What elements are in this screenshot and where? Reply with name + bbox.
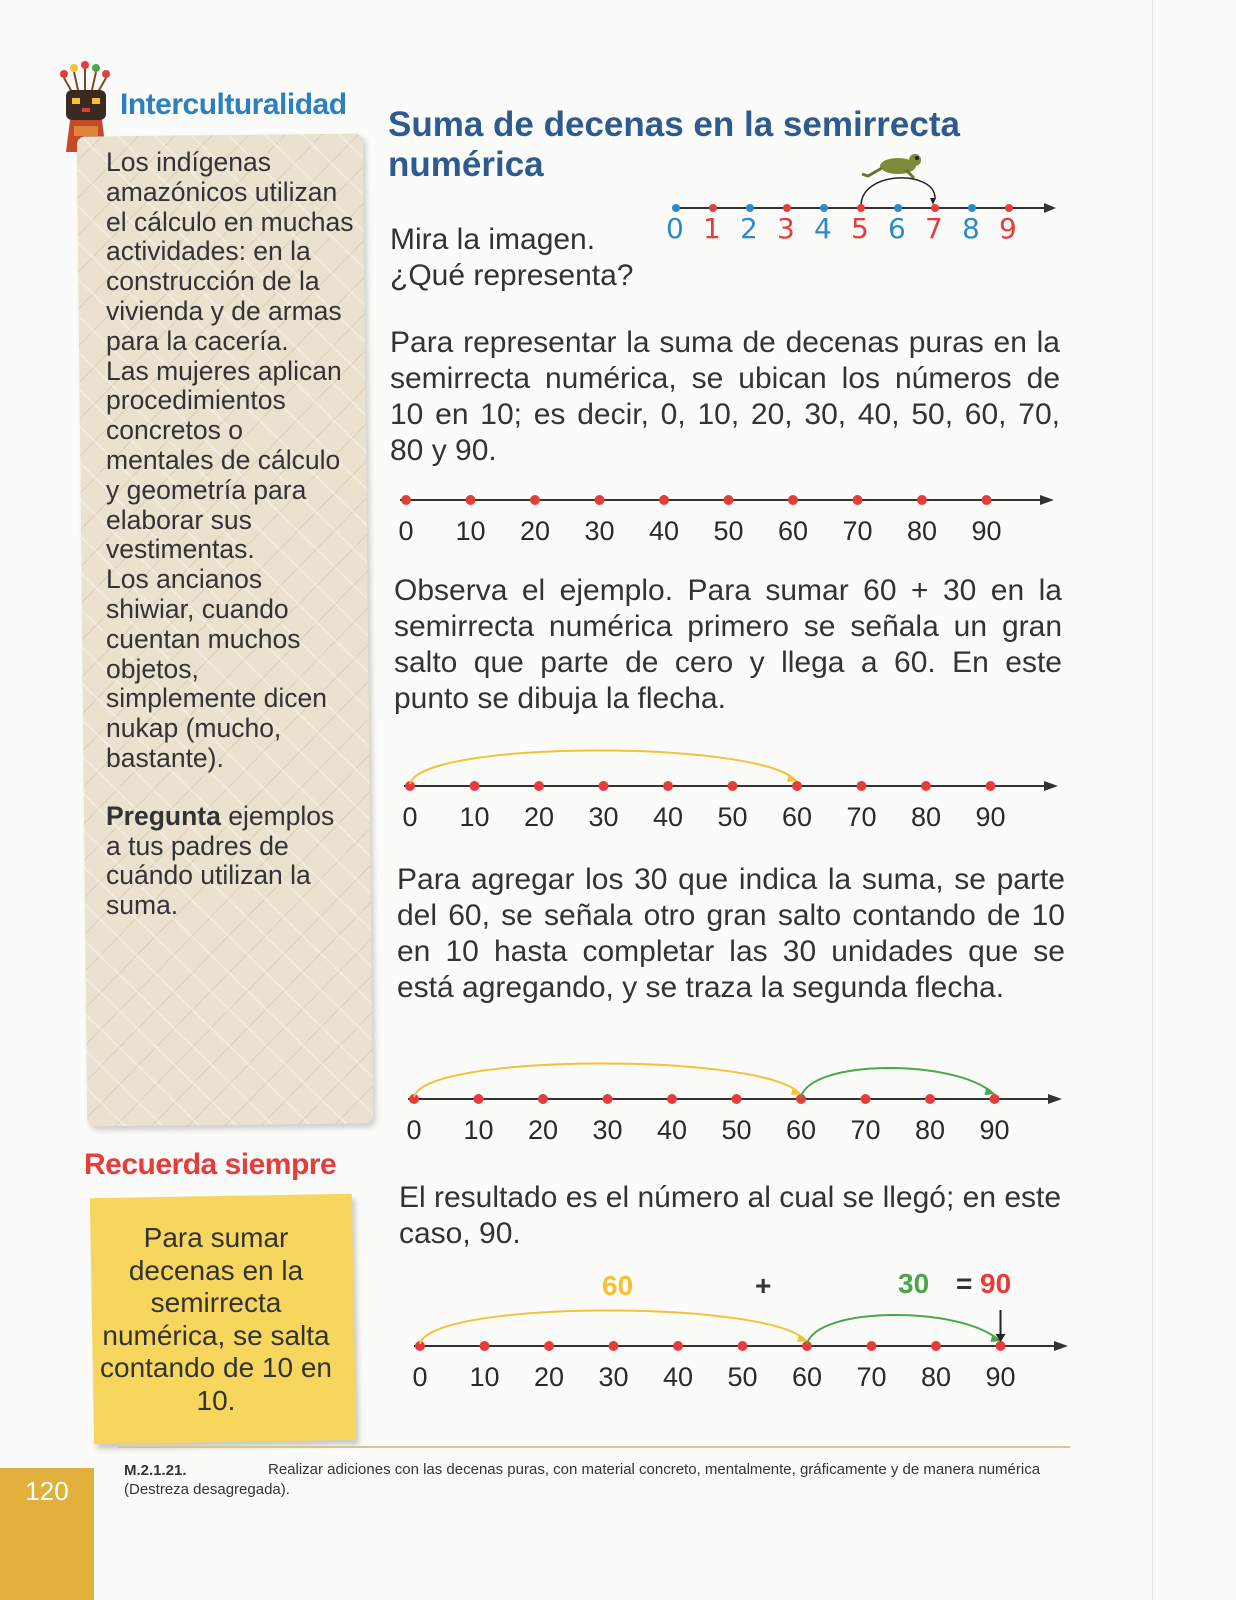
jump-arrow-0-to-60 [420, 1310, 805, 1344]
tick-label-50: 50 [713, 516, 744, 546]
footer-rule [118, 1446, 1070, 1448]
tick-dot-10 [480, 1341, 490, 1351]
tick-dot-70 [857, 781, 867, 791]
digit-dot-9 [1005, 204, 1013, 212]
tick-label-20: 20 [523, 802, 555, 832]
tick-label-80: 80 [910, 802, 942, 832]
tick-dot-30 [603, 1094, 613, 1104]
tick-label-90: 90 [971, 516, 1002, 546]
jump-arrow-0-to-60 [414, 1063, 799, 1097]
tick-label-80: 80 [920, 1362, 952, 1392]
tick-dot-70 [861, 1094, 871, 1104]
tick-dot-80 [917, 495, 927, 505]
tick-label-50: 50 [721, 1115, 752, 1145]
tick-dot-20 [544, 1341, 554, 1351]
equation-addend-60: 60 [602, 1270, 634, 1301]
intro-question: Mira la imagen. ¿Qué representa? [390, 223, 634, 292]
digit-dot-7 [931, 204, 939, 212]
question-label: Pregunta [106, 800, 221, 831]
equation-result-90: 90 [980, 1268, 1012, 1299]
digit-label-1: 1 [703, 212, 721, 245]
digit-dot-6 [894, 204, 902, 212]
tick-dot-40 [673, 1341, 683, 1351]
tick-label-0: 0 [406, 1115, 422, 1145]
tens-number-line-4 [414, 1300, 1074, 1400]
reminder-text: Para sumar decenas en la semirrecta numérica, se salta contando de 10 en 10. [100, 1222, 332, 1416]
tick-label-30: 30 [588, 802, 619, 832]
digit-label-0: 0 [666, 212, 684, 245]
skill-code: M.2.1.21. [124, 1462, 187, 1479]
skill-description: Realizar adiciones con las decenas puras, con material concreto, mentalmente, gráficamente y de manera numérica (Destreza desagregada). [124, 1461, 1041, 1498]
tick-dot-40 [659, 495, 669, 505]
question-text: ejemplos a tus padres de cuándo utilizan la suma. [106, 800, 335, 921]
tick-dot-30 [599, 781, 609, 791]
digit-dot-0 [672, 204, 680, 212]
digit-label-3: 3 [777, 212, 795, 245]
tick-label-90: 90 [979, 1115, 1010, 1145]
tick-dot-60 [792, 781, 802, 791]
equation-plus: + [755, 1270, 772, 1301]
tick-label-20: 20 [527, 1115, 559, 1145]
digit-dot-8 [968, 204, 976, 212]
tick-label-20: 20 [519, 516, 551, 546]
tick-dot-70 [867, 1341, 877, 1351]
tick-label-70: 70 [846, 802, 877, 832]
interculturalidad-paragraph-1: Los indígenas amazónicos utilizan el cálculo en muchas actividades: en la construcción de la vivienda y de armas para la cacería. [106, 147, 354, 356]
tick-label-40: 40 [648, 516, 680, 546]
tick-label-80: 80 [906, 516, 938, 546]
digit-label-9: 9 [999, 212, 1017, 245]
tick-label-10: 10 [455, 516, 486, 546]
tick-label-90: 90 [975, 802, 1006, 832]
tens-number-line-3 [408, 1053, 1068, 1153]
tick-dot-80 [925, 1094, 935, 1104]
tick-label-30: 30 [584, 516, 615, 546]
tick-dot-50 [738, 1341, 748, 1351]
tick-label-10: 10 [459, 802, 490, 832]
tick-dot-20 [534, 781, 544, 791]
page-number: 120 [25, 1476, 69, 1506]
tick-dot-0 [401, 495, 411, 505]
tens-number-line-1 [400, 480, 1060, 550]
digit-label-4: 4 [814, 212, 832, 245]
digit-dot-3 [783, 204, 791, 212]
jump-arrow-60-to-90 [801, 1068, 993, 1097]
digit-dot-4 [820, 204, 828, 212]
digit-labels [664, 212, 1034, 252]
tick-label-10: 10 [469, 1362, 500, 1392]
digit-label-6: 6 [888, 212, 906, 245]
digit-label-7: 7 [925, 212, 943, 245]
frog-landing-arrow [930, 198, 936, 205]
tick-dot-90 [996, 1341, 1006, 1351]
digit-dot-5 [857, 204, 865, 212]
tick-label-80: 80 [914, 1115, 946, 1145]
tick-label-40: 40 [652, 802, 684, 832]
frog-icon [860, 150, 930, 180]
tick-dot-80 [931, 1341, 941, 1351]
interculturalidad-text [106, 148, 356, 921]
tick-label-30: 30 [598, 1362, 629, 1392]
digit-label-5: 5 [851, 212, 869, 245]
number-line-arrowhead [1048, 1094, 1062, 1104]
tick-label-0: 0 [398, 516, 414, 546]
tick-dot-90 [982, 495, 992, 505]
interculturalidad-paragraph-3: Los ancianos shiwiar, cuando cuentan muchos objetos, simplemente dicen nukap (mucho, bastante). [106, 564, 327, 773]
tick-label-50: 50 [727, 1362, 758, 1392]
tick-dot-90 [986, 781, 996, 791]
tick-label-70: 70 [856, 1362, 887, 1392]
tick-label-60: 60 [781, 802, 813, 832]
number-line-arrowhead [1044, 781, 1058, 791]
page-edge [1152, 0, 1153, 1600]
tick-label-0: 0 [412, 1362, 428, 1392]
jump-arrow-0-to-60 [410, 750, 795, 784]
tick-label-60: 60 [791, 1362, 823, 1392]
tick-dot-10 [466, 495, 476, 505]
jump-arrow-60-to-90 [807, 1315, 999, 1344]
tick-label-70: 70 [842, 516, 873, 546]
interculturalidad-question [106, 802, 356, 921]
tick-dot-10 [474, 1094, 484, 1104]
tick-label-20: 20 [533, 1362, 565, 1392]
interculturalidad-paragraph-2: Las mujeres aplican procedimientos concretos o mentales de cálculo y geometría para elaborar sus vestimentas. [106, 355, 342, 565]
explanation-paragraph-1: Para representar la suma de decenas puras en la semirrecta numérica, se ubican los números de 10 en 10; es decir, 0, 10, 20, 30, 40, 50, 60, 70, 80 y 90. [390, 326, 1060, 467]
digit-dot-1 [709, 204, 717, 212]
tick-dot-10 [470, 781, 480, 791]
interculturalidad-heading: Interculturalidad [120, 88, 347, 121]
equation-equals: = [956, 1268, 973, 1299]
recuerda-siempre-heading: Recuerda siempre [84, 1148, 337, 1181]
tick-label-0: 0 [402, 802, 418, 832]
digit-label-2: 2 [740, 212, 758, 245]
tick-dot-50 [728, 781, 738, 791]
tick-dot-70 [853, 495, 863, 505]
digit-axis-arrowhead [1044, 203, 1056, 213]
tick-dot-20 [538, 1094, 548, 1104]
explanation-paragraph-3: Para agregar los 30 que indica la suma, se parte del 60, se señala otro gran salto contando de 10 en 10 hasta completar las 30 unidades que se está agregando, y se traza la segunda flecha. [397, 863, 1065, 1004]
equation-addend-30: 30 [898, 1268, 930, 1299]
tick-label-60: 60 [785, 1115, 817, 1145]
tick-dot-30 [595, 495, 605, 505]
number-line-arrowhead [1040, 495, 1054, 505]
tick-label-60: 60 [777, 516, 809, 546]
number-line-arrowhead [1054, 1341, 1068, 1351]
tick-label-40: 40 [662, 1362, 694, 1392]
tick-dot-60 [788, 495, 798, 505]
tick-dot-90 [990, 1094, 1000, 1104]
tick-label-40: 40 [656, 1115, 688, 1145]
tick-label-50: 50 [717, 802, 748, 832]
result-paragraph: El resultado es el número al cual se llegó; en este caso, 90. [399, 1181, 1062, 1250]
tick-label-10: 10 [463, 1115, 494, 1145]
tick-dot-20 [530, 495, 540, 505]
tick-dot-80 [921, 781, 931, 791]
tick-label-70: 70 [850, 1115, 881, 1145]
tick-dot-50 [724, 495, 734, 505]
digit-dot-2 [746, 204, 754, 212]
tick-label-30: 30 [592, 1115, 623, 1145]
page-title: Suma de decenas en la semirrecta numérica [388, 105, 960, 184]
tick-dot-40 [663, 781, 673, 791]
tick-dot-30 [609, 1341, 619, 1351]
tick-label-90: 90 [985, 1362, 1016, 1392]
digit-label-8: 8 [962, 212, 980, 245]
tick-dot-40 [667, 1094, 677, 1104]
tens-number-line-2 [404, 740, 1064, 840]
explanation-paragraph-2: Observa el ejemplo. Para sumar 60 + 30 en la semirrecta numérica primero se señala un gran salto que parte de cero y llega a 60. En este punto se dibuja la flecha. [394, 574, 1062, 715]
tick-dot-50 [732, 1094, 742, 1104]
